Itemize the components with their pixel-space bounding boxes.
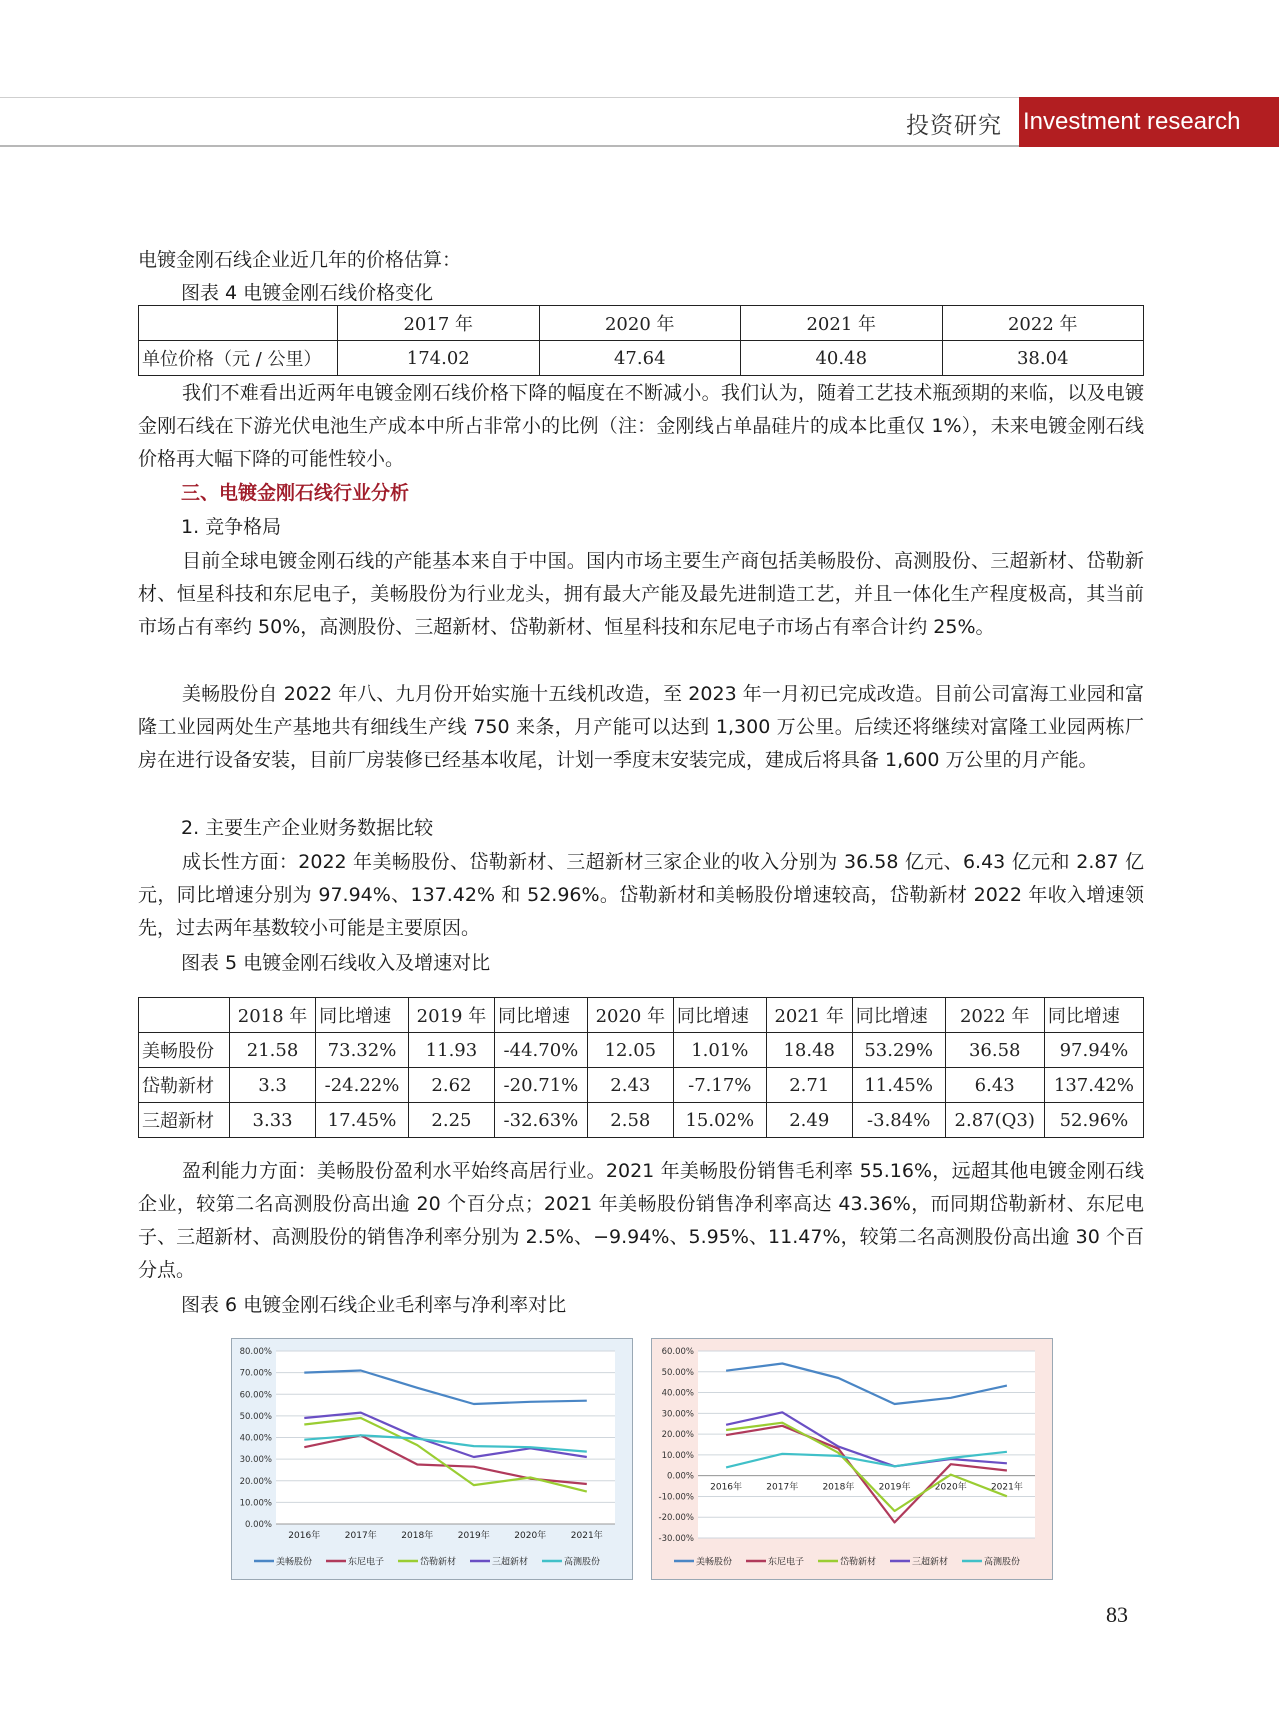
y-tick-label: 70.00%	[239, 1368, 272, 1379]
legend-label: 东尼电子	[348, 1557, 385, 1568]
fig4-cell: 单位价格（元 / 公里）	[139, 341, 338, 376]
legend-label: 东尼电子	[768, 1557, 805, 1568]
y-tick-label: 40.00%	[239, 1433, 272, 1444]
fig5-cell: 3.33	[230, 1103, 316, 1138]
x-tick-label: 2018年	[822, 1482, 855, 1493]
legend-label: 岱勒新材	[420, 1557, 457, 1568]
gross-margin-chart	[231, 1338, 633, 1580]
y-tick-label: 10.00%	[661, 1450, 694, 1461]
fig4-header-cell: 2017 年	[338, 306, 540, 341]
legend-label: 美畅股份	[696, 1557, 733, 1568]
section-heading-3: 三、电镀金刚石线行业分析	[181, 482, 410, 504]
header-section-cn: 投资研究	[906, 113, 1002, 139]
x-tick-label: 2016年	[710, 1482, 743, 1493]
fig5-cell: 岱勒新材	[139, 1068, 230, 1103]
y-tick-label: 0.00%	[666, 1471, 694, 1482]
paragraph-2: 目前全球电镀金刚石线的产能基本来自于中国。国内市场主要生产商包括美畅股份、高测股份、三超新材、岱勒新材、恒星科技和东尼电子，美畅股份为行业龙头，拥有最大产能及最先进制造工艺，并且一体化生产程度极高，其当前市场占有率约 50%，高测股份、三超新材、岱勒新材、恒星科技和东尼电子市场占有率合计约 25%。	[138, 550, 1144, 638]
fig5-cell: 6.43	[945, 1068, 1044, 1103]
fig5-header-row	[139, 998, 1144, 1033]
legend-label: 三超新材	[492, 1557, 529, 1568]
fig6-caption: 图表 6 电镀金刚石线企业毛利率与净利率对比	[181, 1294, 567, 1316]
paragraph-3: 美畅股份自 2022 年八、九月份开始实施十五线机改造，至 2023 年一月初已完成改造。目前公司富海工业园和富隆工业园两处生产基地共有细线生产线 750 来条，月产能可以达到 1,300 万公里。后续还将继续对富隆工业园两栋厂房在进行设备安装，目前厂房装修已经基本收尾，计划一季度末安装完成，建成后将具备 1,600 万公里的月产能。	[138, 683, 1144, 771]
fig5-cell: 2.87(Q3)	[945, 1103, 1044, 1138]
y-tick-label: 40.00%	[661, 1388, 694, 1399]
y-tick-label: 50.00%	[661, 1367, 694, 1378]
subheading-2: 2. 主要生产企业财务数据比较	[181, 817, 434, 839]
legend-label: 美畅股份	[276, 1557, 313, 1568]
paragraph-4: 成长性方面：2022 年美畅股份、岱勒新材、三超新材三家企业的收入分别为 36.58 亿元、6.43 亿元和 2.87 亿元，同比增速分别为 97.94%、137.42% 和 52.96%。岱勒新材和美畅股份增速较高，岱勒新材 2022 年收入增速领先，过去两年基数较小可能是主要原因。	[138, 851, 1144, 939]
fig5-header-cell: 2020 年	[587, 998, 673, 1033]
y-tick-label: 80.00%	[239, 1347, 272, 1357]
x-tick-label: 2019年	[457, 1531, 490, 1541]
fig4-header-row	[139, 306, 1144, 341]
fig5-row	[139, 1033, 1144, 1068]
fig5-cell: -44.70%	[495, 1033, 588, 1068]
fig5-cell: 17.45%	[316, 1103, 409, 1138]
paragraph-5: 盈利能力方面：美畅股份盈利水平始终高居行业。2021 年美畅股份销售毛利率 55.16%，远超其他电镀金刚石线企业，较第二名高测股份高出逾 20 个百分点；2021 年美畅股份销售净利率高达 43.36%，而同期岱勒新材、东尼电子、三超新材、高测股份的销售净利率分别为 2.5%、−9.94%、5.95%、11.47%，较第二名高测股份高出逾 30 个百分点。	[138, 1160, 1144, 1281]
y-tick-label: 20.00%	[661, 1430, 694, 1441]
fig4-header-cell: 2020 年	[539, 306, 741, 341]
gross-margin-chart-svg	[232, 1339, 631, 1578]
y-tick-label: 10.00%	[239, 1498, 272, 1509]
x-tick-label: 2020年	[514, 1531, 547, 1541]
paragraph-1: 我们不难看出近两年电镀金刚石线价格下降的幅度在不断减小。我们认为，随着工艺技术瓶颈期的来临，以及电镀金刚石线在下游光伏电池生产成本中所占非常小的比例（注：金刚线占单晶硅片的成本比重仅 1%），未来电镀金刚石线价格再大幅下降的可能性较小。	[138, 382, 1144, 470]
fig4-header-cell: 2022 年	[942, 306, 1144, 341]
x-tick-label: 2017年	[344, 1531, 377, 1541]
fig5-header-cell: 同比增速	[852, 998, 945, 1033]
fig5-cell: -20.71%	[495, 1068, 588, 1103]
fig4-row	[139, 341, 1144, 376]
fig4-caption: 图表 4 电镀金刚石线价格变化	[181, 282, 434, 304]
y-tick-label: 30.00%	[661, 1409, 694, 1420]
fig4-cell: 47.64	[539, 341, 741, 376]
fig5-header-cell: 同比增速	[495, 998, 588, 1033]
fig5-cell: -24.22%	[316, 1068, 409, 1103]
fig5-cell: 73.32%	[316, 1033, 409, 1068]
y-tick-label: 20.00%	[239, 1476, 272, 1487]
fig5-cell: 2.62	[408, 1068, 494, 1103]
fig4-table	[138, 305, 1144, 376]
intro-text: 电镀金刚石线企业近几年的价格估算：	[138, 249, 462, 271]
fig4-header-cell	[139, 306, 338, 341]
fig5-cell: 三超新材	[139, 1103, 230, 1138]
fig5-cell: 18.48	[766, 1033, 852, 1068]
fig5-cell: 21.58	[230, 1033, 316, 1068]
fig5-row	[139, 1068, 1144, 1103]
fig5-header-cell	[139, 998, 230, 1033]
fig5-header-cell: 2018 年	[230, 998, 316, 1033]
fig5-cell: -7.17%	[673, 1068, 766, 1103]
fig5-caption: 图表 5 电镀金刚石线收入及增速对比	[181, 952, 491, 974]
y-tick-label: 0.00%	[244, 1520, 272, 1530]
header-section-en: Investment research	[1019, 97, 1279, 147]
x-tick-label: 2016年	[288, 1531, 321, 1541]
x-tick-label: 2017年	[766, 1482, 799, 1493]
fig5-cell: -3.84%	[852, 1103, 945, 1138]
page-number: 83	[1106, 1602, 1128, 1627]
legend-label: 三超新材	[912, 1557, 949, 1568]
fig5-header-cell: 同比增速	[316, 998, 409, 1033]
fig5-header-cell: 2019 年	[408, 998, 494, 1033]
fig5-cell: 11.93	[408, 1033, 494, 1068]
legend-label: 岱勒新材	[840, 1557, 877, 1568]
fig4-header-cell: 2021 年	[741, 306, 943, 341]
fig5-header-cell: 同比增速	[1044, 998, 1143, 1033]
fig5-cell: 美畅股份	[139, 1033, 230, 1068]
fig5-cell: 12.05	[587, 1033, 673, 1068]
fig5-cell: 15.02%	[673, 1103, 766, 1138]
fig5-cell: -32.63%	[495, 1103, 588, 1138]
fig5-header-cell: 2021 年	[766, 998, 852, 1033]
y-tick-label: 60.00%	[661, 1347, 694, 1357]
fig4-cell: 38.04	[942, 341, 1144, 376]
y-tick-label: -30.00%	[658, 1534, 694, 1544]
fig5-header-cell: 同比增速	[673, 998, 766, 1033]
y-tick-label: -20.00%	[658, 1513, 694, 1524]
y-tick-label: -10.00%	[658, 1492, 694, 1503]
fig5-cell: 2.58	[587, 1103, 673, 1138]
fig5-cell: 52.96%	[1044, 1103, 1143, 1138]
fig5-table	[138, 997, 1144, 1138]
fig5-cell: 2.43	[587, 1068, 673, 1103]
subheading-1: 1. 竞争格局	[181, 516, 282, 538]
x-tick-label: 2018年	[401, 1531, 434, 1541]
y-tick-label: 60.00%	[239, 1390, 272, 1401]
legend-label: 高测股份	[564, 1557, 601, 1568]
fig5-cell: 36.58	[945, 1033, 1044, 1068]
plot-area	[698, 1351, 1035, 1538]
net-margin-chart-svg	[652, 1339, 1051, 1578]
x-tick-label: 2021年	[570, 1531, 603, 1541]
legend-label: 高测股份	[984, 1557, 1021, 1568]
fig5-header-cell: 2022 年	[945, 998, 1044, 1033]
fig5-cell: 2.49	[766, 1103, 852, 1138]
fig5-cell: 53.29%	[852, 1033, 945, 1068]
x-tick-label: 2019年	[878, 1482, 911, 1493]
y-tick-label: 50.00%	[239, 1411, 272, 1422]
fig5-row	[139, 1103, 1144, 1138]
fig5-cell: 11.45%	[852, 1068, 945, 1103]
fig5-cell: 2.25	[408, 1103, 494, 1138]
x-tick-label: 2021年	[990, 1482, 1023, 1493]
fig5-cell: 1.01%	[673, 1033, 766, 1068]
y-tick-label: 30.00%	[239, 1455, 272, 1466]
fig5-cell: 97.94%	[1044, 1033, 1143, 1068]
fig5-cell: 3.3	[230, 1068, 316, 1103]
x-tick-label: 2020年	[934, 1482, 967, 1493]
fig4-cell: 174.02	[338, 341, 540, 376]
fig4-cell: 40.48	[741, 341, 943, 376]
net-margin-chart	[651, 1338, 1053, 1580]
fig5-cell: 2.71	[766, 1068, 852, 1103]
fig5-cell: 137.42%	[1044, 1068, 1143, 1103]
